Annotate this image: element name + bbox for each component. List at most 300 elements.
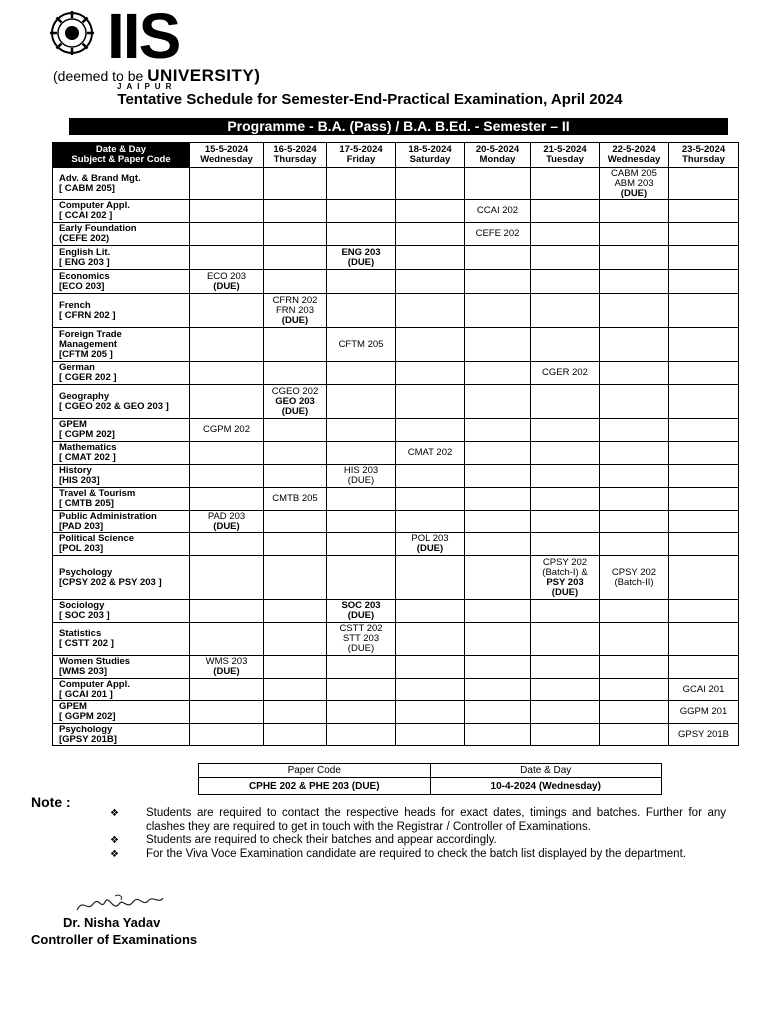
exam-cell: [327, 442, 396, 465]
exam-cell: [600, 246, 669, 270]
exam-cell: [327, 488, 396, 511]
exam-cell: [327, 533, 396, 556]
exam-cell: [531, 623, 600, 656]
exam-cell: [396, 656, 465, 679]
exam-cell: [327, 656, 396, 679]
exam-cell: [465, 328, 531, 362]
exam-cell: [465, 442, 531, 465]
paper-table-row: [199, 778, 662, 795]
subject-line: GPEM: [59, 701, 87, 712]
exam-cell: [264, 656, 327, 679]
exam-cell: [465, 556, 531, 600]
exam-cell: [600, 385, 669, 419]
subject-cell: [53, 656, 190, 679]
column-day: Monday: [479, 154, 516, 165]
subject-line: History: [59, 465, 92, 476]
date-day-header: Date & Day: [430, 764, 662, 778]
exam-cell: [600, 294, 669, 328]
exam-cell: [531, 442, 600, 465]
subject-line: GPEM: [59, 419, 87, 430]
column-date: 20-5-2024: [475, 144, 520, 155]
exam-entry-line: PAD 203: [207, 510, 246, 522]
exam-cell: [396, 724, 465, 746]
subject-line: [WMS 203]: [59, 666, 108, 677]
exam-cell: [327, 701, 396, 724]
exam-cell: [465, 168, 531, 200]
exam-cell: [190, 385, 264, 419]
exam-cell: [669, 724, 739, 746]
exam-cell: [600, 168, 669, 200]
exam-cell: [264, 679, 327, 701]
exam-cell: [600, 270, 669, 294]
subject-cell: [53, 465, 190, 488]
subject-line: Computer Appl.: [59, 200, 130, 211]
exam-cell: [190, 419, 264, 442]
exam-cell: [669, 294, 739, 328]
subject-line: [CPSY 202 & PSY 203 ]: [59, 576, 162, 588]
subject-cell: [53, 294, 190, 328]
subject-line: [ GGPM 202]: [59, 711, 116, 722]
table-row: [53, 246, 739, 270]
exam-cell: [264, 385, 327, 419]
exam-cell: [264, 533, 327, 556]
exam-cell: [669, 200, 739, 223]
exam-cell: [327, 419, 396, 442]
exam-entry-line: (DUE): [347, 643, 375, 654]
subject-line: [ CABM 205]: [59, 182, 115, 194]
subject-cell: [53, 511, 190, 533]
schedule-corner-header: [53, 143, 190, 168]
subject-cell: [53, 328, 190, 362]
subject-line: Economics: [59, 270, 110, 282]
exam-cell: [264, 488, 327, 511]
exam-cell: [465, 385, 531, 419]
table-row: [53, 362, 739, 385]
exam-cell: [669, 419, 739, 442]
table-row: [53, 294, 739, 328]
table-row: [53, 419, 739, 442]
exam-cell: [465, 701, 531, 724]
exam-cell: [531, 223, 600, 246]
exam-cell: [396, 328, 465, 362]
exam-cell: [396, 679, 465, 701]
exam-entry-line: CFRN 202: [272, 294, 318, 306]
subject-line: Adv. & Brand Mgt.: [59, 172, 141, 184]
date-column-header: [264, 143, 327, 168]
exam-cell: [465, 488, 531, 511]
subject-cell: [53, 362, 190, 385]
exam-cell: [396, 488, 465, 511]
exam-cell: [600, 679, 669, 701]
exam-cell: [669, 385, 739, 419]
table-row: [53, 724, 739, 746]
subject-cell: [53, 533, 190, 556]
exam-entry-line: ABM 203: [614, 177, 654, 189]
exam-entry-line: WMS 203: [205, 656, 248, 667]
exam-cell: [190, 724, 264, 746]
subject-line: [ CFRN 202 ]: [59, 309, 116, 321]
exam-cell: [327, 724, 396, 746]
signatory-name: Dr. Nisha Yadav: [63, 915, 161, 930]
table-row: [53, 200, 739, 223]
exam-cell: [190, 200, 264, 223]
exam-cell: [396, 701, 465, 724]
exam-entry-line: CPSY 202: [542, 556, 588, 568]
exam-entry-line: ENG 203: [341, 246, 381, 258]
exam-cell: [396, 294, 465, 328]
exam-cell: [264, 600, 327, 623]
column-day: Wednesday: [200, 154, 253, 165]
exam-cell: [396, 511, 465, 533]
exam-cell: [190, 362, 264, 385]
exam-cell: [669, 246, 739, 270]
exam-cell: [327, 200, 396, 223]
exam-entry-line: CMTB 205: [272, 493, 318, 504]
exam-cell: [190, 701, 264, 724]
exam-entry-line: (Batch-II): [614, 576, 654, 588]
exam-cell: [465, 511, 531, 533]
exam-cell: [669, 656, 739, 679]
table-row: [53, 511, 739, 533]
exam-cell: [600, 623, 669, 656]
table-row: [53, 270, 739, 294]
exam-cell: [531, 724, 600, 746]
logo-city: JAIPUR: [117, 82, 177, 91]
exam-cell: [531, 533, 600, 556]
exam-cell: [600, 656, 669, 679]
diamond-bullet-icon: ❖: [110, 835, 119, 846]
logo-deemed-text: (deemed to be: [53, 68, 144, 84]
subject-cell: [53, 270, 190, 294]
paper-code-value: CPHE 202 & PHE 203 (DUE): [199, 778, 431, 795]
column-date: 23-5-2024: [681, 144, 726, 155]
exam-entry-line: (DUE): [213, 520, 240, 532]
subject-line: [ CGPM 202]: [59, 429, 115, 440]
exam-cell: [190, 556, 264, 600]
exam-cell: [669, 701, 739, 724]
subject-line: [ ENG 203 ]: [59, 256, 110, 268]
exam-cell: [669, 270, 739, 294]
subject-line: [ CCAI 202 ]: [59, 210, 113, 221]
exam-cell: [327, 223, 396, 246]
exam-cell: [264, 270, 327, 294]
exam-cell: [531, 679, 600, 701]
exam-entry-line: (DUE): [347, 475, 375, 486]
column-date: 17-5-2024: [339, 144, 383, 155]
exam-cell: [396, 246, 465, 270]
exam-cell: [531, 488, 600, 511]
exam-cell: [669, 465, 739, 488]
paper-code-header: Paper Code: [199, 764, 431, 778]
subject-line: [ECO 203]: [59, 280, 105, 292]
exam-entry-line: GEO 203: [275, 395, 315, 407]
subject-line: [PAD 203]: [59, 520, 104, 532]
subject-cell: [53, 600, 190, 623]
subject-line: [ CMTB 205]: [59, 498, 114, 509]
exam-cell: [396, 362, 465, 385]
subject-cell: [53, 246, 190, 270]
date-day-value: 10-4-2024 (Wednesday): [430, 778, 662, 795]
subject-line: [CFTM 205 ]: [59, 348, 113, 360]
table-row: [53, 533, 739, 556]
exam-cell: [190, 511, 264, 533]
exam-cell: [264, 556, 327, 600]
date-column-header: [465, 143, 531, 168]
exam-entry-line: CGEO 202: [271, 385, 319, 397]
exam-cell: [327, 679, 396, 701]
exam-cell: [396, 533, 465, 556]
exam-entry-line: CEFE 202: [475, 228, 520, 239]
exam-entry-line: (DUE): [551, 586, 579, 598]
exam-cell: [190, 294, 264, 328]
exam-cell: [396, 168, 465, 200]
exam-cell: [465, 270, 531, 294]
table-row: [53, 442, 739, 465]
date-column-header: [531, 143, 600, 168]
exam-entry-line: (DUE): [347, 610, 375, 621]
corner-line-2: Subject & Paper Code: [71, 154, 171, 165]
exam-cell: [600, 511, 669, 533]
exam-entry-line: CABM 205: [611, 167, 657, 179]
exam-cell: [327, 511, 396, 533]
subject-line: French: [59, 299, 91, 311]
exam-cell: [531, 294, 600, 328]
exam-cell: [264, 246, 327, 270]
table-row: [53, 328, 739, 362]
column-day: Wednesday: [607, 154, 661, 165]
subject-cell: [53, 419, 190, 442]
column-date: 22-5-2024: [612, 144, 656, 155]
subject-line: [ CMAT 202 ]: [59, 452, 116, 463]
exam-cell: [531, 465, 600, 488]
exam-cell: [669, 556, 739, 600]
exam-cell: [190, 442, 264, 465]
column-date: 18-5-2024: [408, 144, 452, 155]
exam-cell: [396, 223, 465, 246]
subject-cell: [53, 679, 190, 701]
subject-line: Early Foundation: [59, 223, 137, 234]
exam-cell: [600, 362, 669, 385]
exam-cell: [327, 556, 396, 600]
exam-entry-line: (DUE): [620, 187, 648, 199]
exam-cell: [600, 465, 669, 488]
subject-line: Geography: [59, 390, 110, 402]
exam-cell: [531, 246, 600, 270]
exam-cell: [600, 600, 669, 623]
exam-cell: [669, 488, 739, 511]
subject-line: [ CGER 202 ]: [59, 372, 117, 383]
subject-cell: [53, 200, 190, 223]
logo-wordmark: IIS: [107, 0, 180, 72]
note-item: [110, 834, 726, 848]
note-item: [110, 848, 726, 862]
subject-line: Psychology: [59, 566, 113, 578]
exam-cell: [264, 362, 327, 385]
table-row: [53, 623, 739, 656]
exam-cell: [396, 419, 465, 442]
exam-cell: [531, 656, 600, 679]
exam-cell: [264, 419, 327, 442]
subject-line: Sociology: [59, 600, 105, 611]
exam-cell: [264, 623, 327, 656]
note-label: Note :: [31, 794, 71, 810]
subject-line: [HIS 203]: [59, 475, 100, 486]
table-row: [53, 679, 739, 701]
subject-line: Women Studies: [59, 656, 131, 667]
exam-cell: [531, 701, 600, 724]
date-column-header: [600, 143, 669, 168]
exam-cell: [531, 556, 600, 600]
table-row: [53, 488, 739, 511]
note-item: [110, 807, 726, 834]
exam-cell: [465, 656, 531, 679]
paper-table-header-row: [199, 764, 662, 778]
exam-cell: [531, 168, 600, 200]
subject-line: Mathematics: [59, 442, 117, 453]
exam-cell: [190, 168, 264, 200]
date-column-header: [669, 143, 739, 168]
exam-cell: [465, 200, 531, 223]
exam-cell: [465, 679, 531, 701]
schedule-header-row: [53, 143, 739, 168]
subject-line: Foreign Trade: [59, 328, 122, 340]
subject-cell: [53, 724, 190, 746]
exam-cell: [264, 168, 327, 200]
exam-cell: [264, 511, 327, 533]
signature-image: [75, 890, 165, 918]
exam-entry-line: (Batch-I) &: [542, 566, 588, 578]
subject-cell: [53, 556, 190, 600]
column-day: Friday: [346, 154, 376, 165]
exam-cell: [327, 600, 396, 623]
exam-cell: [669, 223, 739, 246]
subject-line: Psychology: [59, 723, 113, 735]
exam-cell: [465, 419, 531, 442]
exam-cell: [264, 442, 327, 465]
exam-cell: [600, 442, 669, 465]
exam-cell: [190, 623, 264, 656]
exam-cell: [396, 600, 465, 623]
exam-cell: [190, 223, 264, 246]
exam-entry-line: GPSY 201B: [677, 728, 730, 740]
exam-cell: [465, 246, 531, 270]
exam-cell: [531, 600, 600, 623]
logo-university-text: UNIVERSITY): [147, 66, 261, 85]
exam-cell: [264, 200, 327, 223]
schedule-body: [53, 168, 739, 746]
column-date: 15-5-2024: [204, 144, 249, 155]
exam-cell: [669, 328, 739, 362]
exam-entry-line: GGPM 201: [679, 706, 728, 717]
subject-cell: [53, 223, 190, 246]
column-day: Tuesday: [546, 154, 584, 165]
exam-entry-line: ECO 203: [206, 270, 247, 282]
exam-cell: [264, 223, 327, 246]
exam-cell: [264, 724, 327, 746]
exam-cell: [531, 200, 600, 223]
signatory-title: Controller of Examinations: [31, 932, 198, 947]
exam-entry-line: (DUE): [347, 256, 375, 268]
column-day: Thursday: [682, 154, 725, 165]
exam-cell: [600, 488, 669, 511]
diamond-bullet-icon: ❖: [110, 848, 119, 860]
exam-cell: [600, 200, 669, 223]
subject-line: [ GCAI 201 ]: [59, 688, 113, 700]
exam-cell: [327, 385, 396, 419]
exam-cell: [465, 623, 531, 656]
table-row: [53, 656, 739, 679]
exam-cell: [600, 724, 669, 746]
subject-line: [ SOC 203 ]: [59, 610, 110, 621]
subject-cell: [53, 442, 190, 465]
exam-entry-line: CGER 202: [542, 367, 588, 378]
subject-cell: [53, 385, 190, 419]
note-text: Students are required to contact the respective heads for exact dates, timings and batches. Further for any clashes they are required to get in touch with the Registrar / Controller of Examinations.: [146, 807, 726, 833]
exam-cell: [669, 442, 739, 465]
exam-cell: [531, 270, 600, 294]
exam-cell: [327, 168, 396, 200]
exam-cell: [531, 362, 600, 385]
exam-cell: [396, 623, 465, 656]
exam-cell: [396, 270, 465, 294]
table-row: [53, 168, 739, 200]
subject-line: [POL 203]: [59, 543, 104, 554]
note-text: For the Viva Voce Examination candidate are required to check the batch list displayed by the department.: [146, 847, 686, 860]
subject-line: Management: [59, 338, 118, 350]
subject-line: Travel & Tourism: [59, 488, 136, 499]
exam-cell: [600, 223, 669, 246]
exam-cell: [190, 533, 264, 556]
exam-entry-line: GCAI 201: [682, 683, 725, 695]
table-row: [53, 223, 739, 246]
paper-code-table: [198, 763, 662, 795]
date-column-header: [190, 143, 264, 168]
exam-cell: [190, 246, 264, 270]
subject-cell: [53, 623, 190, 656]
exam-cell: [190, 328, 264, 362]
exam-cell: [669, 168, 739, 200]
exam-cell: [264, 328, 327, 362]
subject-line: (CEFE 202): [59, 233, 110, 244]
subject-line: English Lit.: [59, 246, 111, 258]
exam-cell: [327, 294, 396, 328]
schedule-table: [52, 142, 739, 746]
subject-cell: [53, 168, 190, 200]
exam-cell: [465, 223, 531, 246]
exam-entry-line: CMAT 202: [407, 447, 453, 458]
exam-cell: [396, 442, 465, 465]
subject-line: [ CGEO 202 & GEO 203 ]: [59, 400, 169, 412]
diamond-bullet-icon: ❖: [110, 808, 119, 819]
exam-cell: [669, 679, 739, 701]
exam-cell: [190, 465, 264, 488]
exam-entry-line: CFTM 205: [338, 338, 384, 350]
subject-line: Computer Appl.: [59, 678, 130, 690]
notes-list: [110, 807, 726, 861]
exam-cell: [531, 328, 600, 362]
column-day: Saturday: [409, 154, 451, 165]
subject-line: Public Administration: [59, 510, 157, 522]
exam-cell: [465, 600, 531, 623]
note-text: Students are required to check their batches and appear accordingly.: [146, 834, 497, 846]
exam-entry-line: POL 203: [411, 533, 449, 544]
exam-cell: [669, 511, 739, 533]
exam-cell: [190, 600, 264, 623]
subject-cell: [53, 701, 190, 724]
exam-cell: [327, 465, 396, 488]
exam-entry-line: CCAI 202: [476, 205, 519, 216]
exam-entry-line: CGPM 202: [203, 424, 250, 435]
